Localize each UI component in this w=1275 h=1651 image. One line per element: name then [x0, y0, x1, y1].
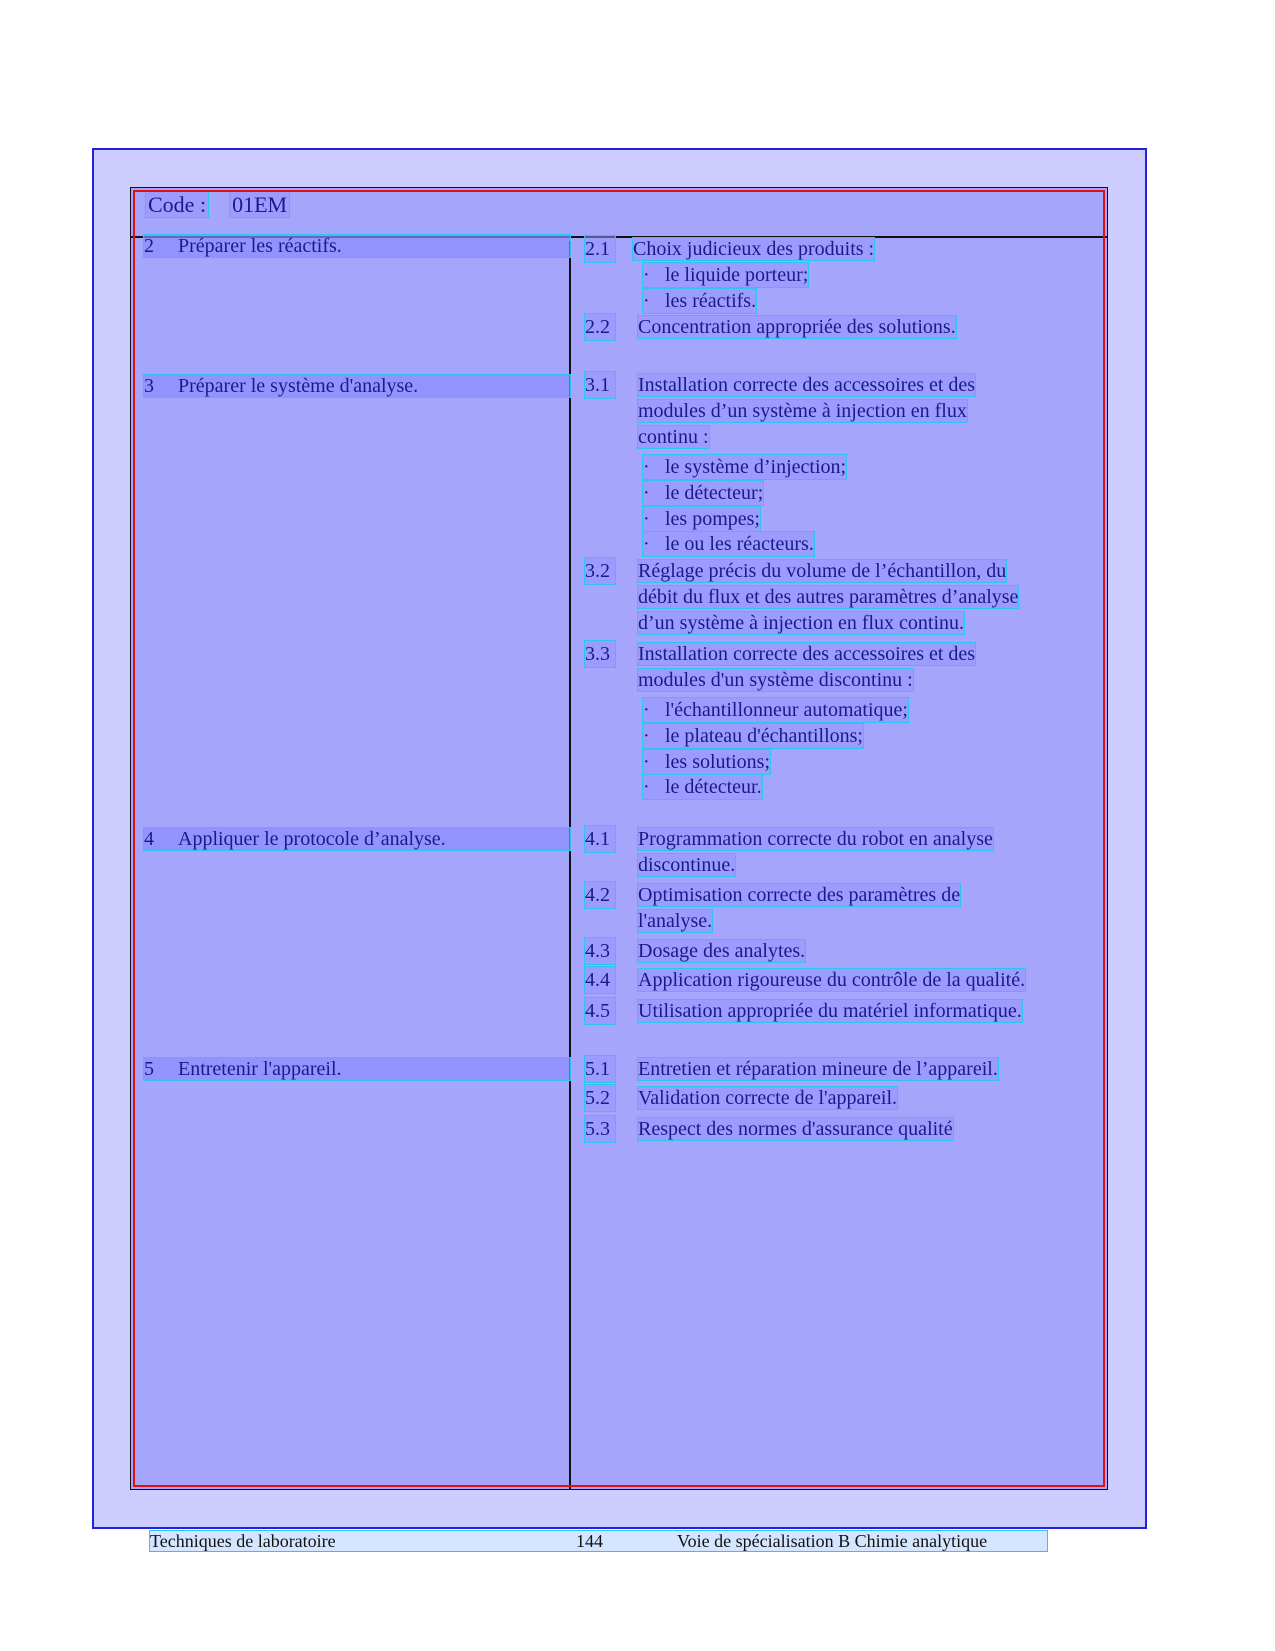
- competency-number: 4: [144, 828, 154, 850]
- criterion-number: 2.2: [585, 314, 615, 340]
- criterion-number: 4.1: [585, 826, 615, 852]
- bullet-icon: ·: [643, 456, 650, 478]
- criterion-number: 5.2: [585, 1085, 615, 1111]
- bullet-item: · le plateau d'échantillons;: [643, 725, 863, 747]
- column-divider: [569, 241, 571, 1490]
- bullet-icon: ·: [643, 533, 650, 555]
- bullet-icon: ·: [643, 482, 650, 504]
- bullet-item: · le détecteur.: [643, 776, 762, 798]
- competency-number: 5: [144, 1058, 154, 1080]
- bullet-item: · les solutions;: [643, 751, 771, 773]
- criterion-number: 3.2: [585, 558, 615, 584]
- bullet-icon: ·: [643, 725, 650, 747]
- competency-text: Préparer le système d'analyse.: [178, 375, 419, 397]
- code-value: 01EM: [232, 192, 288, 217]
- bullet-item: · le système d’injection;: [643, 456, 847, 478]
- page-number: 144: [576, 1531, 603, 1551]
- criterion-number: 2.1: [585, 236, 615, 262]
- footer-left: Techniques de laboratoire: [150, 1531, 336, 1551]
- code-label: Code :: [148, 192, 207, 217]
- bullet-icon: ·: [643, 508, 650, 530]
- criterion-line: Choix judicieux des produits :: [633, 238, 875, 260]
- criterion-number: 4.2: [585, 882, 615, 908]
- competency-number: 3: [144, 375, 154, 397]
- bullet-icon: ·: [643, 751, 650, 773]
- criterion-number: 4.5: [585, 998, 615, 1024]
- competency-4: [144, 828, 570, 850]
- bullet-item: · le détecteur;: [643, 482, 764, 504]
- bullet-item: · l'échantillonneur automatique;: [643, 699, 908, 721]
- bullet-item: · les pompes;: [643, 508, 760, 530]
- bullet-item: · les réactifs.: [643, 290, 757, 312]
- bullet-icon: ·: [643, 264, 650, 286]
- criterion-number: 5.1: [585, 1056, 615, 1082]
- competency-text: Préparer les réactifs.: [178, 235, 342, 257]
- competency-text: Appliquer le protocole d’analyse.: [178, 828, 446, 850]
- footer-right: Voie de spécialisation B Chimie analytique: [677, 1531, 988, 1551]
- competency-number: 2: [144, 235, 154, 257]
- criterion-number: 4.3: [585, 938, 615, 964]
- bullet-icon: ·: [643, 776, 650, 798]
- criterion-number: 3.3: [585, 641, 615, 667]
- competency-3: [144, 375, 570, 397]
- bullet-item: · le liquide porteur;: [643, 264, 809, 286]
- bullet-icon: ·: [643, 290, 650, 312]
- competency-text: Entretenir l'appareil.: [178, 1058, 342, 1080]
- criterion-number: 3.1: [585, 372, 615, 398]
- code-header: [146, 192, 289, 218]
- bullet-icon: ·: [643, 699, 650, 721]
- competency-5: [144, 1058, 570, 1080]
- page-footer: [150, 1531, 1047, 1551]
- competency-2: [144, 235, 570, 257]
- criterion-number: 5.3: [585, 1116, 615, 1142]
- criterion-number: 4.4: [585, 967, 615, 993]
- bullet-item: · le ou les réacteurs.: [643, 533, 814, 555]
- criterion-line: Concentration appropriée des solutions.: [638, 316, 956, 338]
